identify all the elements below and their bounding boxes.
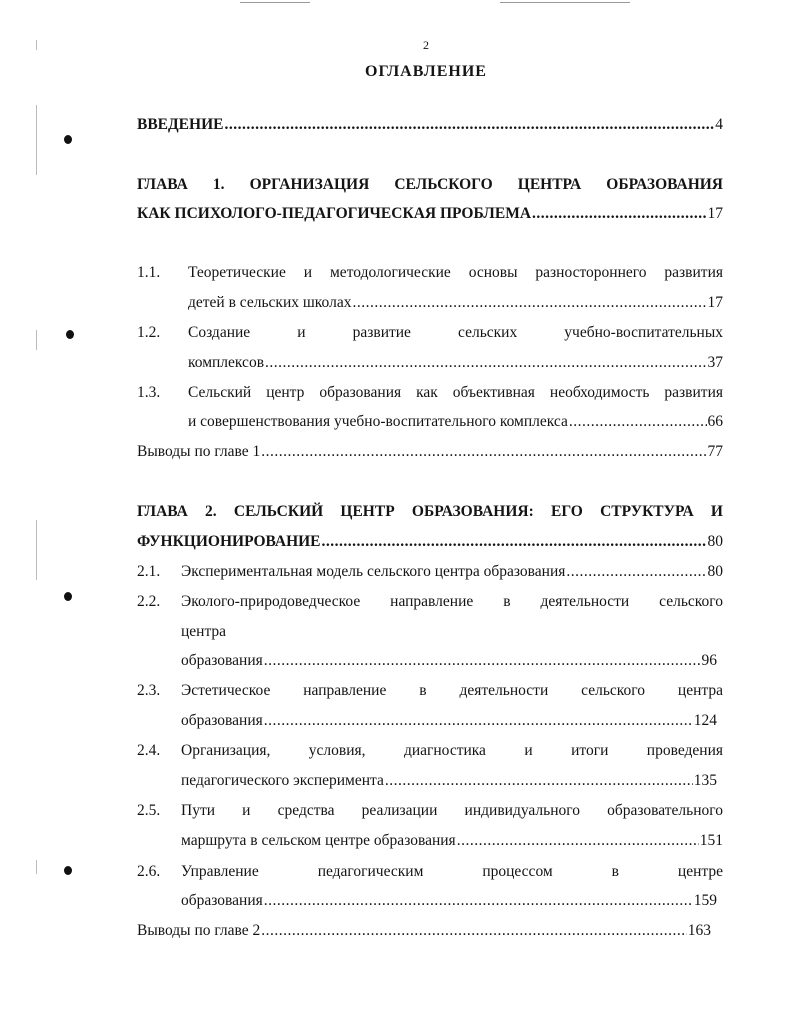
- section-number: 2.2.: [137, 593, 161, 610]
- section-2-6-page: 159: [693, 892, 717, 909]
- chapter2-title-line1[interactable]: ГЛАВА 2. СЕЛЬСКИЙ ЦЕНТР ОБРАЗОВАНИЯ: ЕГО СТРУКТУРА И: [137, 503, 723, 520]
- section-1-2-text: комплексов: [188, 354, 265, 371]
- leader-dots: [532, 203, 706, 225]
- section-1-3-line2[interactable]: [188, 411, 723, 433]
- section-2-5-line1[interactable]: Пути и средства реализации индивидуального образовательного: [181, 802, 723, 819]
- conclusions-2-page: 163: [687, 922, 711, 939]
- page-number: 2: [423, 38, 429, 52]
- leader-dots: [385, 770, 693, 792]
- section-2-6-text: образования: [181, 892, 263, 909]
- section-number: 2.1.: [137, 563, 161, 580]
- chapter1-title-line2[interactable]: [137, 203, 723, 225]
- section-number: 2.5.: [137, 802, 161, 819]
- section-2-3-page: 124: [693, 712, 717, 729]
- section-number: 2.6.: [137, 863, 161, 880]
- page-title: ОГЛАВЛЕНИЕ: [365, 63, 487, 80]
- toc-conclusions-2[interactable]: [137, 920, 711, 942]
- leader-dots: [261, 441, 706, 463]
- chapter2-title-line2[interactable]: [137, 531, 723, 553]
- section-2-1-page: 80: [707, 563, 723, 580]
- section-2-1-text: Экспериментальная модель сельского центра образования: [181, 563, 566, 580]
- leader-dots: [264, 650, 701, 672]
- section-1-1-line2[interactable]: [188, 292, 723, 314]
- scan-top-line: [500, 2, 630, 3]
- leader-dots: [264, 890, 693, 912]
- section-2-3-text: образования: [181, 712, 263, 729]
- chapter1-title-text: КАК ПСИХОЛОГО-ПЕДАГОГИЧЕСКАЯ ПРОБЛЕМА: [137, 205, 532, 222]
- leader-dots: [322, 531, 707, 553]
- section-number: 2.4.: [137, 742, 161, 759]
- leader-dots: [224, 114, 714, 136]
- section-number: 1.1.: [137, 264, 161, 281]
- section-2-6-line1[interactable]: Управление педагогическим процессом в центре: [181, 863, 723, 880]
- section-number: 1.3.: [137, 384, 161, 401]
- section-2-3-line1[interactable]: Эстетическое направление в деятельности сельского центра: [181, 682, 723, 699]
- section-1-3-text: и совершенствования учебно-воспитательного комплекса: [188, 413, 568, 430]
- leader-dots: [264, 710, 693, 732]
- toc-intro-page: 4: [715, 116, 723, 133]
- scan-top-line: [240, 2, 310, 3]
- section-2-4-line2[interactable]: [181, 770, 717, 792]
- section-2-5-page: 151: [699, 832, 723, 849]
- section-1-1-page: 17: [707, 294, 723, 311]
- scan-edge-mark: [36, 330, 37, 350]
- leader-dots: [352, 292, 706, 314]
- chapter1-page: 17: [707, 205, 723, 222]
- section-2-2-line1[interactable]: Эколого-природоведческое направление в деятельности сельского: [181, 593, 723, 610]
- margin-dot: [66, 330, 74, 339]
- section-1-2-page: 37: [707, 354, 723, 371]
- toc-conclusions-1[interactable]: [137, 441, 723, 463]
- section-2-4-page: 135: [693, 772, 717, 789]
- margin-dot: [64, 592, 72, 601]
- leader-dots: [566, 561, 706, 583]
- conclusions-2-label: Выводы по главе 2: [137, 922, 261, 939]
- chapter2-page: 80: [707, 533, 723, 550]
- section-2-1-line1[interactable]: [181, 561, 723, 583]
- toc-intro[interactable]: [137, 114, 723, 136]
- section-2-5-text: маршрута в сельском центре образования: [181, 832, 456, 849]
- section-2-3-line2[interactable]: [181, 710, 717, 732]
- section-1-2-line1[interactable]: Создание и развитие сельских учебно-воспитательных: [188, 324, 723, 341]
- scan-edge-mark: [36, 520, 37, 580]
- toc-intro-label: ВВЕДЕНИЕ: [137, 116, 224, 133]
- leader-dots: [265, 352, 706, 374]
- section-1-3-page: 66: [707, 413, 723, 430]
- section-2-2-page: 96: [701, 652, 717, 669]
- section-2-6-line2[interactable]: [181, 890, 717, 912]
- chapter1-title-line1[interactable]: ГЛАВА 1. ОРГАНИЗАЦИЯ СЕЛЬСКОГО ЦЕНТРА ОБРАЗОВАНИЯ: [137, 176, 723, 193]
- section-2-2-line2[interactable]: центра: [181, 623, 227, 640]
- leader-dots: [569, 411, 707, 433]
- section-number: 2.3.: [137, 682, 161, 699]
- margin-dot: [64, 135, 72, 144]
- section-2-2-text: образования: [181, 652, 263, 669]
- leader-dots: [261, 920, 686, 942]
- section-1-2-line2[interactable]: [188, 352, 723, 374]
- section-1-3-line1[interactable]: Сельский центр образования как объективная необходимость развития: [188, 384, 723, 401]
- section-2-2-line3[interactable]: [181, 650, 717, 672]
- conclusions-1-page: 77: [707, 443, 723, 460]
- section-2-4-text: педагогического эксперимента: [181, 772, 384, 789]
- scan-edge-mark: [36, 860, 37, 874]
- section-1-1-text: детей в сельских школах: [188, 294, 352, 311]
- leader-dots: [457, 830, 699, 852]
- chapter2-title-text: ФУНКЦИОНИРОВАНИЕ: [137, 533, 321, 550]
- conclusions-1-label: Выводы по главе 1: [137, 443, 261, 460]
- section-2-4-line1[interactable]: Организация, условия, диагностика и итоги проведения: [181, 742, 723, 759]
- scan-edge-mark: [36, 105, 37, 175]
- section-1-1-line1[interactable]: Теоретические и методологические основы разностороннего развития: [188, 264, 723, 281]
- section-2-5-line2[interactable]: [181, 830, 723, 852]
- section-number: 1.2.: [137, 324, 161, 341]
- margin-dot: [64, 866, 72, 875]
